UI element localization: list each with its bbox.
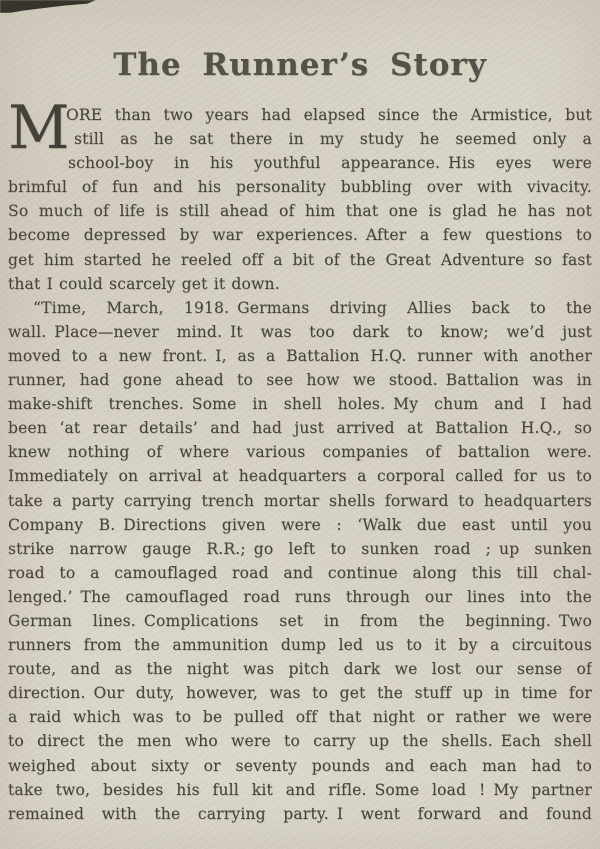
text-line: road to a camouflaged road and continue along this till chal- <box>8 563 592 582</box>
text-line: that I could scarcely get it down. <box>8 274 280 293</box>
text-line: make-shift trenches. Some in shell holes. My chum and I had <box>8 395 592 414</box>
text-line: school-boy in his youthful appearance. His eyes were <box>68 154 592 173</box>
text-line: runner, had gone ahead to see how we stood. Battalion was in <box>8 371 592 390</box>
text-line: to direct the men who were to carry up the shells. Each shell <box>8 732 592 751</box>
text-line: been ‘at rear details’ and had just arrived at Battalion H.Q., so <box>8 419 592 438</box>
text-line: So much of life is still ahead of him that one is glad he has not <box>8 202 592 221</box>
text-line: Immediately on arrival at headquarters a corporal called for us to <box>8 467 592 486</box>
text-line: weighed about sixty or seventy pounds and each man had to <box>8 756 592 775</box>
text-line: brimful of fun and his personality bubbling over with vivacity. <box>8 178 592 197</box>
text-line: take a party carrying trench mortar shells forward to headquarters <box>8 491 592 510</box>
text-line: strike narrow gauge R.R.; go left to sunken road ; up sunken <box>8 539 592 558</box>
text-line: lenged.’ The camouflaged road runs through our lines into the <box>8 587 592 606</box>
drop-cap: M <box>8 93 70 163</box>
text-block <box>8 103 592 826</box>
paragraph <box>8 103 592 296</box>
page-title: The Runner’s Story <box>113 46 487 83</box>
text-line: still as he sat there in my study he seemed only a <box>74 130 592 149</box>
text-line: wall. Place—never mind. It was too dark to know; we’d just <box>8 322 592 341</box>
text-line: get him started he reeled off a bit of the Great Adventure so fast <box>8 250 592 269</box>
text-line: “Time, March, 1918. Germans driving Allies back to the <box>33 298 592 317</box>
text-line: a raid which was to be pulled off that night or rather we were <box>8 708 592 727</box>
text-line: remained with the carrying party. I went forward and found <box>8 804 592 823</box>
text-line: direction. Our duty, however, was to get the stuff up in time for <box>8 684 592 703</box>
text-line: runners from the ammunition dump led us to it by a circuitous <box>8 636 592 655</box>
text-line: moved to a new front. I, as a Battalion H.Q. runner with another <box>8 346 592 365</box>
text-line: become depressed by war experiences. After a few questions to <box>8 226 592 245</box>
text-line: German lines. Complications set in from the beginning. Two <box>8 611 592 630</box>
text-line: Company B. Directions given were : ‘Walk due east until you <box>8 515 592 534</box>
text-line: knew nothing of where various companies of battalion were. <box>8 443 592 462</box>
text-line: ORE than two years had elapsed since the Armistice, but <box>66 106 592 124</box>
scan-smudge-artifact <box>0 0 96 13</box>
text-line: take two, besides his full kit and rifle. Some load ! My partner <box>8 780 592 799</box>
text-line: route, and as the night was pitch dark we lost our sense of <box>8 660 592 679</box>
paragraph <box>8 296 592 826</box>
